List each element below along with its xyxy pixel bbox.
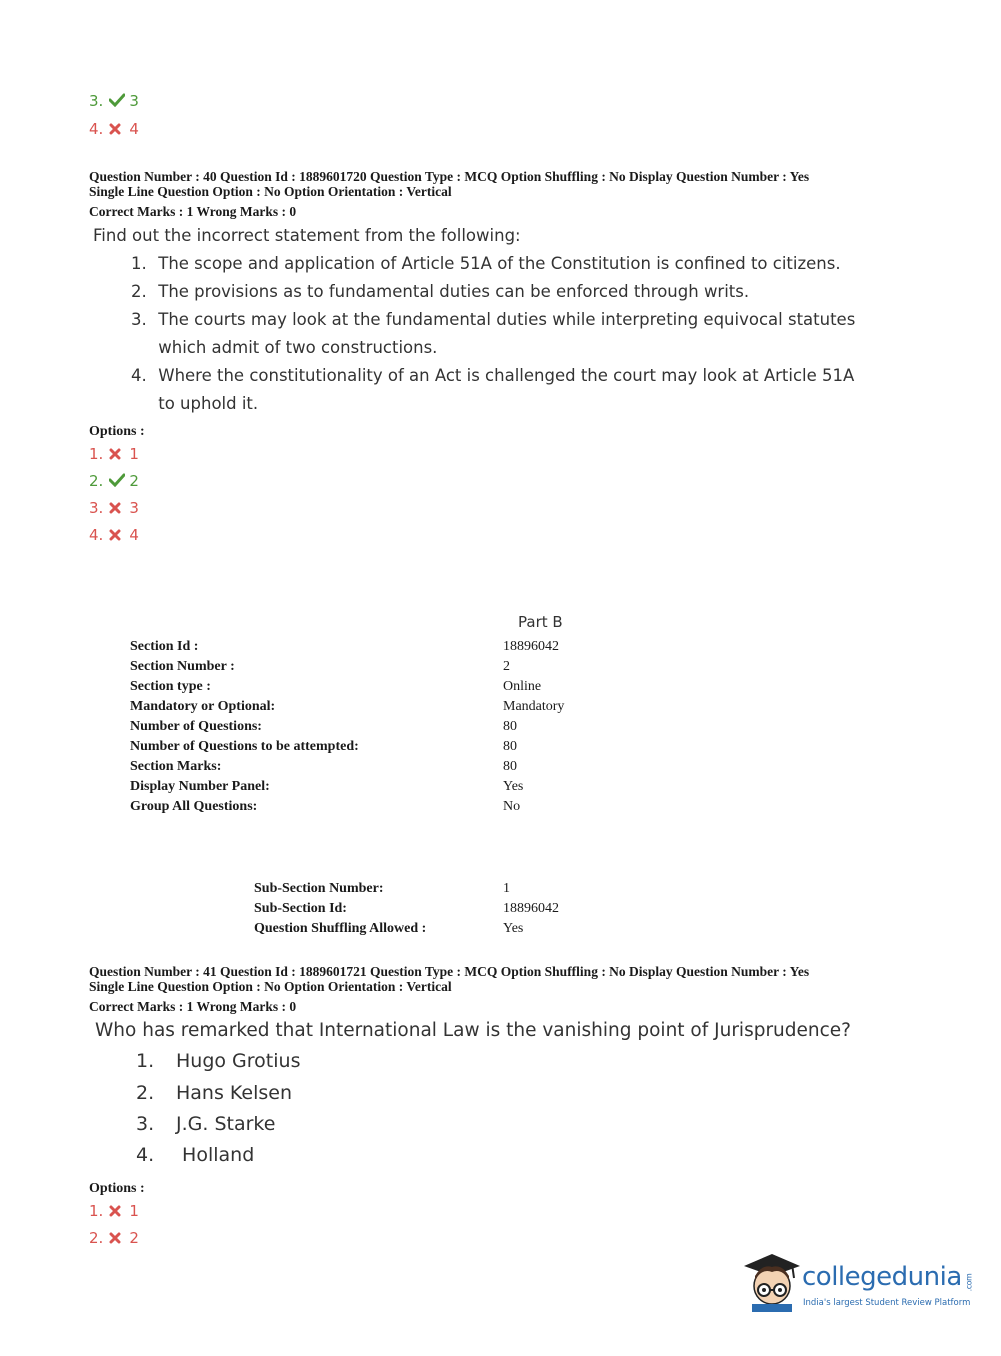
section-info-table — [130, 637, 564, 817]
item-number: 1. — [131, 254, 147, 273]
logo-wordmark — [802, 1262, 977, 1292]
option-row — [89, 119, 139, 139]
item-text: The scope and application of Article 51A of the Constitution is confined to citizens. — [158, 254, 841, 273]
table-row — [130, 777, 564, 797]
item-text: Hans Kelsen — [176, 1082, 293, 1104]
list-item — [131, 362, 855, 390]
subsection-info-table — [254, 879, 559, 939]
row-label: Section Number : — [130, 659, 235, 674]
option-value: 3 — [129, 499, 139, 517]
option-number: 1. — [89, 445, 104, 463]
row-value: Yes — [503, 921, 524, 936]
item-text: The courts may look at the fundamental duties while interpreting equivocal statutes — [158, 310, 856, 329]
list-item — [131, 278, 855, 306]
table-row — [254, 919, 559, 939]
row-label: Section Id : — [130, 639, 199, 654]
option-row — [89, 525, 139, 545]
option-row — [89, 91, 139, 111]
logo-name: collegedunia — [802, 1262, 962, 1292]
table-row — [254, 879, 559, 899]
item-number: 2. — [136, 1082, 155, 1104]
cross-icon — [109, 499, 125, 519]
option-value: 1 — [129, 445, 139, 463]
item-text: J.G. Starke — [176, 1113, 276, 1135]
cross-icon — [109, 1202, 125, 1222]
option-row — [89, 1201, 139, 1221]
option-value: 2 — [129, 1229, 139, 1247]
item-number: 1. — [136, 1050, 155, 1072]
item-text: The provisions as to fundamental duties can be enforced through writs. — [158, 282, 750, 301]
item-text: Hugo Grotius — [176, 1050, 301, 1072]
row-value: 80 — [503, 739, 517, 754]
q40-meta-line2: Single Line Question Option : No Option Orientation : Vertical — [89, 184, 452, 199]
row-label: Number of Questions to be attempted: — [130, 739, 359, 754]
table-row — [130, 697, 564, 717]
mascot-icon — [742, 1250, 802, 1312]
option-row — [89, 471, 139, 491]
top-options — [89, 91, 139, 139]
table-row — [130, 717, 564, 737]
option-row — [89, 498, 139, 518]
q40-question-text: Find out the incorrect statement from the following: — [93, 226, 521, 245]
option-value: 1 — [129, 1202, 139, 1220]
list-item — [136, 1144, 254, 1166]
row-value: 18896042 — [503, 639, 559, 654]
table-row — [130, 757, 564, 777]
table-row — [130, 677, 564, 697]
logo-suffix: .com — [964, 1273, 974, 1292]
row-value: Yes — [503, 779, 524, 794]
q41-marks: Correct Marks : 1 Wrong Marks : 0 — [89, 999, 297, 1014]
list-item-continuation — [131, 390, 855, 418]
list-item — [131, 306, 855, 334]
list-item — [136, 1050, 300, 1072]
item-number: 3. — [131, 310, 147, 329]
option-number: 1. — [89, 1202, 104, 1220]
item-text: to uphold it. — [158, 394, 259, 413]
item-number: 4. — [131, 366, 147, 385]
table-row — [130, 657, 564, 677]
q40-marks: Correct Marks : 1 Wrong Marks : 0 — [89, 204, 297, 219]
q41-options — [89, 1201, 139, 1248]
option-value: 4 — [129, 526, 139, 544]
item-text: Where the constitutionality of an Act is challenged the court may look at Article 51A — [158, 366, 855, 385]
option-value: 3 — [129, 92, 139, 110]
item-text: which admit of two constructions. — [158, 338, 438, 357]
row-label: Display Number Panel: — [130, 779, 270, 794]
item-text: Holland — [176, 1144, 255, 1166]
table-row — [130, 637, 564, 657]
list-item — [136, 1113, 275, 1135]
option-number: 4. — [89, 120, 104, 138]
table-row — [130, 797, 564, 817]
cross-icon — [109, 1229, 125, 1249]
item-number: 3. — [136, 1113, 155, 1135]
q41-meta-line1: Question Number : 41 Question Id : 1889601721 Question Type : MCQ Option Shuffling : No Display Question Number : Yes — [89, 964, 810, 979]
row-label: Sub-Section Id: — [254, 901, 347, 916]
row-label: Number of Questions: — [130, 719, 262, 734]
cross-icon — [109, 445, 125, 465]
table-row — [254, 899, 559, 919]
q40-options-label: Options : — [89, 424, 145, 439]
option-number: 2. — [89, 1229, 104, 1247]
option-number: 2. — [89, 472, 104, 490]
q41-options-label: Options : — [89, 1181, 145, 1196]
logo-tagline: India's largest Student Review Platform — [803, 1298, 971, 1308]
list-item — [136, 1082, 292, 1104]
row-label: Section type : — [130, 679, 211, 694]
cross-icon — [109, 526, 125, 546]
option-number: 4. — [89, 526, 104, 544]
option-row — [89, 444, 139, 464]
option-value: 2 — [129, 472, 139, 490]
row-label: Question Shuffling Allowed : — [254, 921, 427, 936]
q40-meta-line1: Question Number : 40 Question Id : 1889601720 Question Type : MCQ Option Shuffling : No Display Question Number : Yes — [89, 169, 810, 184]
row-value: 18896042 — [503, 901, 559, 916]
cross-icon — [109, 120, 125, 140]
row-value: 2 — [503, 659, 510, 674]
check-icon — [109, 92, 125, 112]
list-item — [131, 250, 855, 278]
row-label: Mandatory or Optional: — [130, 699, 276, 714]
q41-meta-line2: Single Line Question Option : No Option Orientation : Vertical — [89, 979, 452, 994]
option-value: 4 — [129, 120, 139, 138]
row-value: 1 — [503, 881, 510, 896]
row-value: No — [503, 799, 521, 814]
row-value: Mandatory — [503, 699, 565, 714]
q40-statement-list — [131, 250, 855, 418]
q40-options — [89, 444, 139, 545]
row-label: Section Marks: — [130, 759, 222, 774]
option-row — [89, 1228, 139, 1248]
item-number: 2. — [131, 282, 147, 301]
option-number: 3. — [89, 92, 104, 110]
part-title: Part B — [518, 613, 563, 631]
table-row — [130, 737, 564, 757]
collegedunia-logo[interactable] — [742, 1250, 972, 1320]
item-number: 4. — [136, 1144, 155, 1166]
option-number: 3. — [89, 499, 104, 517]
q41-question-text: Who has remarked that International Law is the vanishing point of Jurisprudence? — [95, 1020, 851, 1041]
row-value: Online — [503, 679, 542, 694]
check-icon — [109, 472, 125, 492]
row-label: Group All Questions: — [130, 799, 258, 814]
list-item-continuation — [131, 334, 855, 362]
row-value: 80 — [503, 759, 517, 774]
row-label: Sub-Section Number: — [254, 881, 384, 896]
row-value: 80 — [503, 719, 517, 734]
